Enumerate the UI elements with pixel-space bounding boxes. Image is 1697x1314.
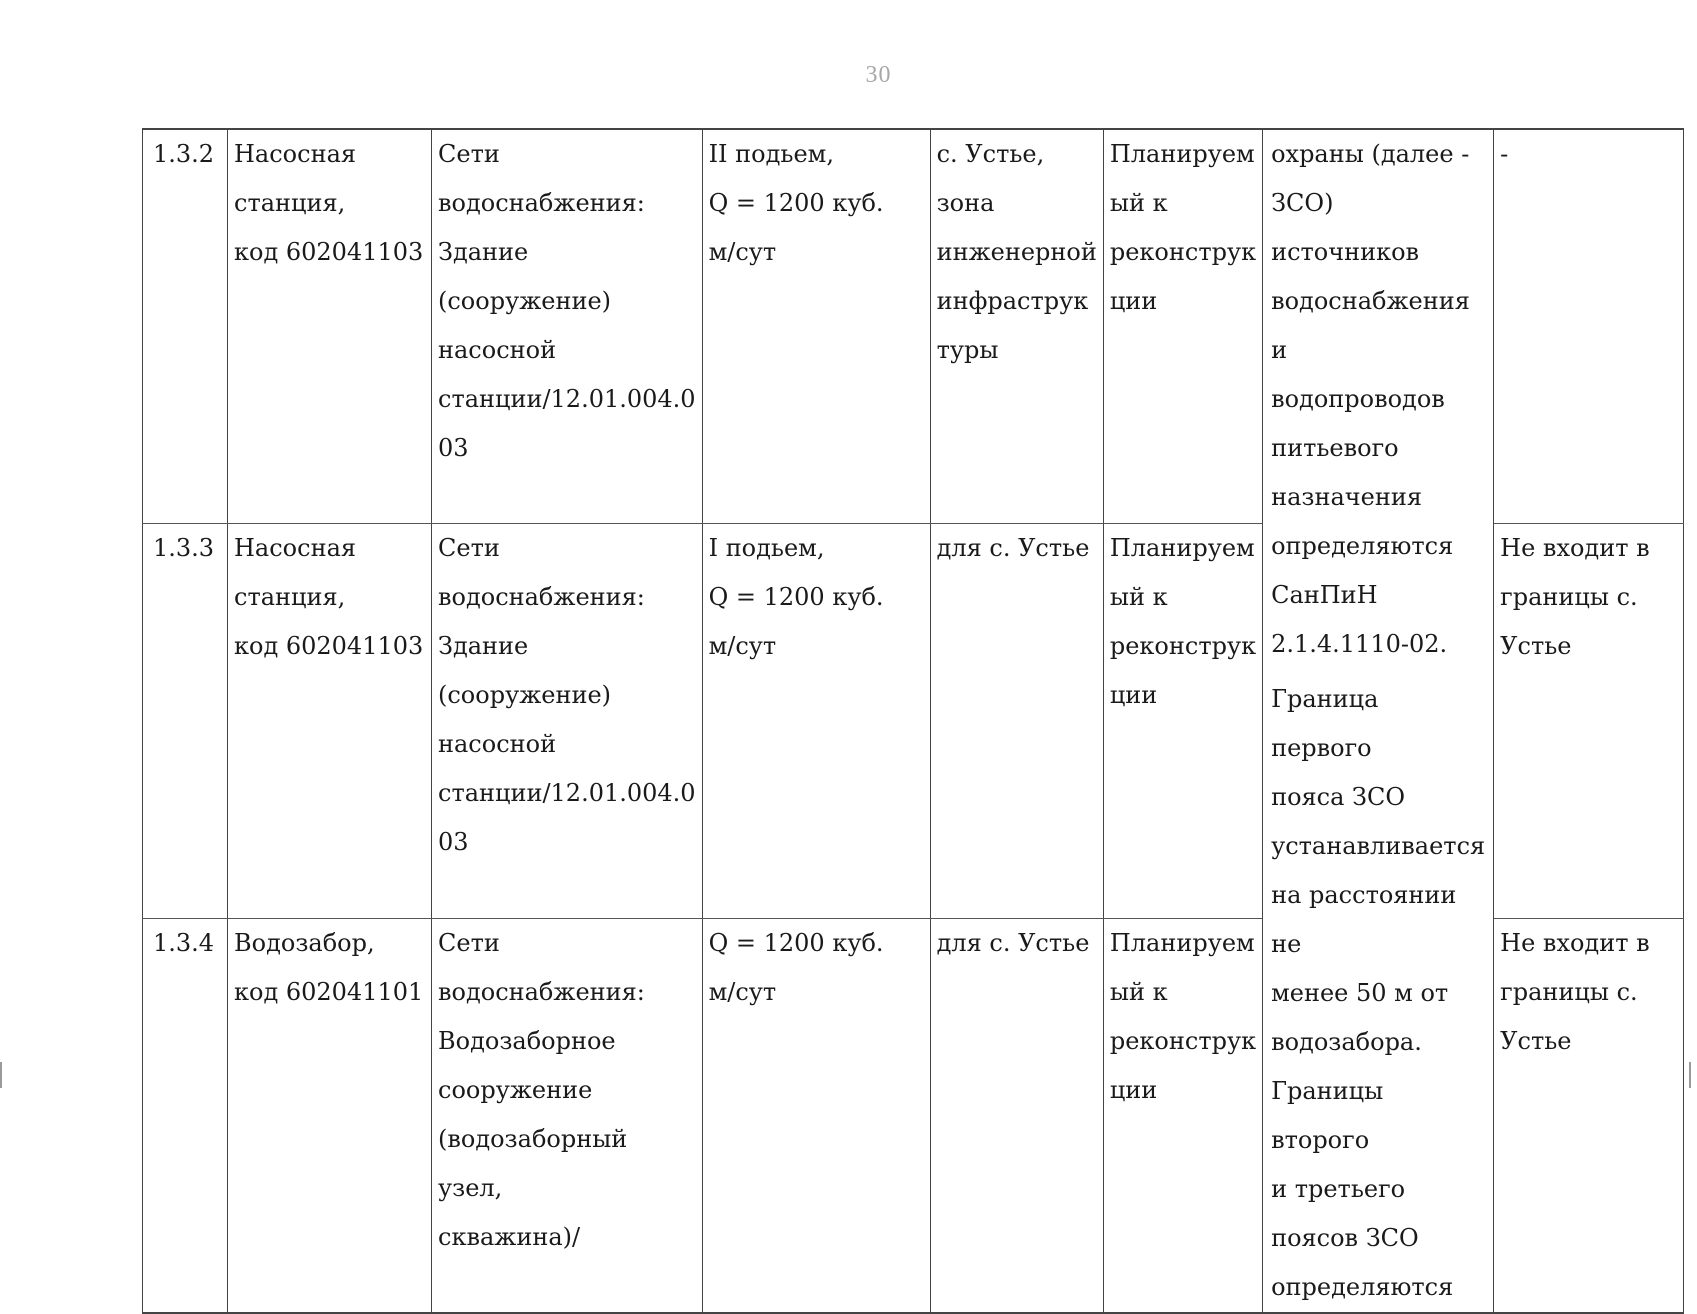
scan-edge-mark-left (0, 1062, 2, 1088)
table-row (143, 129, 1684, 524)
characteristics-cell: II подьем, Q = 1200 куб. м/сут (702, 129, 930, 524)
zone-cell: Не входит в границы с. Устье (1494, 918, 1684, 1313)
status-cell: Планируем ый к реконструк ции (1103, 918, 1262, 1313)
row-id-cell: 1.3.4 (143, 918, 228, 1313)
location-cell: для с. Устье (930, 918, 1103, 1313)
status-cell: Планируем ый к реконструк ции (1103, 129, 1262, 524)
location-cell: для с. Устье (930, 524, 1103, 918)
facilities-table (142, 128, 1684, 1314)
protection-zone-text-1: охраны (далее - ЗСО) источников водоснабжения и водопроводов питьевого назначения определяются СанПиН 2.1.4.1110-02. (1271, 140, 1470, 658)
purpose-cell: Сети водоснабжения: Здание (сооружение) насосной станции/12.01.004.0 03 (432, 524, 703, 918)
zone-cell: Не входит в границы с. Устье (1494, 524, 1684, 918)
protection-zone-text-2: Граница первого пояса ЗСО устанавливается на расстоянии не менее 50 м от водозабора. Границы второго и третьего поясов ЗСО определяются (1271, 685, 1486, 1301)
scan-edge-mark-right (1689, 1062, 1691, 1088)
row-id-cell: 1.3.3 (143, 524, 228, 918)
purpose-cell: Сети водоснабжения: Здание (сооружение) насосной станции/12.01.004.0 03 (432, 129, 703, 524)
row-id-cell: 1.3.2 (143, 129, 228, 524)
status-cell: Планируем ый к реконструк ции (1103, 524, 1262, 918)
zone-cell: - (1494, 129, 1684, 524)
location-cell: с. Устье, зона инженерной инфраструк туры (930, 129, 1103, 524)
characteristics-cell: Q = 1200 куб. м/сут (702, 918, 930, 1313)
object-cell: Насосная станция, код 602041103 (228, 524, 432, 918)
object-cell: Водозабор, код 602041101 (228, 918, 432, 1313)
object-cell: Насосная станция, код 602041103 (228, 129, 432, 524)
page-number: 30 (865, 62, 892, 88)
protection-zone-cell (1263, 129, 1494, 1313)
purpose-cell: Сети водоснабжения: Водозаборное сооружение (водозаборный узел, скважина)/ (432, 918, 703, 1313)
characteristics-cell: I подьем, Q = 1200 куб. м/сут (702, 524, 930, 918)
